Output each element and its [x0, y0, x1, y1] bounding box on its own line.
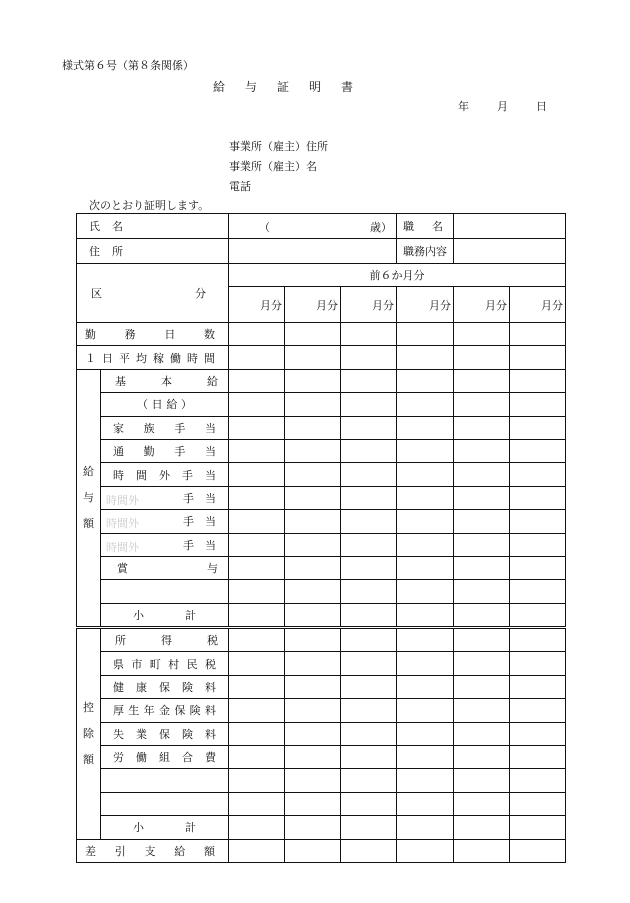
- group-label-char: 除: [83, 726, 94, 740]
- salary-month-2-cell[interactable]: [285, 580, 341, 603]
- salary-month-1-cell[interactable]: [229, 533, 285, 556]
- row-label-char: 平: [119, 351, 130, 365]
- employer-name-label: 事業所（雇主）名: [229, 160, 317, 173]
- salary-month-6-cell[interactable]: [510, 486, 566, 509]
- name-label-char: 氏: [89, 220, 100, 233]
- deduction-month-5-cell[interactable]: [454, 792, 510, 815]
- salary-month-1-cell[interactable]: [229, 463, 285, 486]
- salary-month-6-cell[interactable]: [510, 463, 566, 486]
- net-pay-row-month-2-cell[interactable]: [285, 839, 341, 862]
- row-label-char: 康: [136, 681, 147, 695]
- salary-month-1-cell[interactable]: [229, 393, 285, 416]
- row-label-char: 険: [182, 727, 193, 741]
- row-label-char: 家: [113, 421, 124, 435]
- address-field[interactable]: [229, 239, 397, 264]
- salary-month-3-cell[interactable]: [341, 510, 397, 533]
- row-label-char: 給: [207, 374, 218, 388]
- row-label-char: 手: [174, 421, 186, 435]
- row-label-char: 計: [185, 608, 196, 622]
- deduction-month-3-cell[interactable]: [341, 675, 397, 698]
- date-month-label: 月: [497, 100, 508, 113]
- month-header-4: 月分: [397, 287, 454, 323]
- salary-month-5-cell[interactable]: [454, 393, 510, 416]
- name-field[interactable]: [229, 214, 397, 239]
- row-label-char: 間: [136, 468, 147, 482]
- deduction-month-2-cell[interactable]: [285, 816, 341, 839]
- deduction-group-label: [77, 628, 101, 840]
- deduction-row: [77, 722, 566, 745]
- row-label-char: 支: [144, 844, 156, 858]
- deduction-month-4-cell[interactable]: [397, 628, 454, 652]
- form-number: 様式第６号（第８条関係）: [62, 59, 194, 72]
- group-label-char: 額: [83, 752, 94, 766]
- salary-month-4-cell[interactable]: [397, 439, 454, 462]
- row-label-char: 県: [113, 657, 124, 671]
- row-label-char: 差: [85, 844, 96, 858]
- row-label-char: 通: [113, 445, 124, 459]
- salary-month-1-cell[interactable]: [229, 580, 285, 603]
- deduction-month-4-cell[interactable]: [397, 722, 454, 745]
- name-label-char: 名: [112, 220, 123, 233]
- work-days-row: [77, 323, 566, 346]
- deduction-month-1-cell[interactable]: [229, 675, 285, 698]
- row-label-char: 業: [136, 727, 147, 741]
- work-days-row-month-4-cell[interactable]: [397, 323, 454, 346]
- deduction-month-1-cell[interactable]: [229, 652, 285, 675]
- salary-month-3-cell[interactable]: [341, 486, 397, 509]
- net-pay-row-month-5-cell[interactable]: [454, 839, 510, 862]
- salary-month-2-cell[interactable]: [285, 486, 341, 509]
- row-label-char: 当: [205, 538, 216, 552]
- row-label-char: 当: [204, 445, 216, 459]
- address-label-char: 所: [112, 245, 123, 258]
- row-label-char: 組: [159, 751, 170, 765]
- salary-month-6-cell[interactable]: [510, 603, 566, 627]
- month-header-5: 月分: [454, 287, 510, 323]
- deduction-month-6-cell[interactable]: [510, 769, 566, 792]
- deduction-month-5-cell[interactable]: [454, 675, 510, 698]
- title-char: 証: [276, 80, 289, 94]
- deduction-month-6-cell[interactable]: [510, 722, 566, 745]
- row-label-char: 保: [159, 727, 170, 741]
- job-label-char: 名: [432, 220, 443, 233]
- row-label-char: 当: [205, 515, 216, 529]
- age-paren: （: [259, 221, 270, 234]
- row-label-char: 市: [131, 657, 143, 671]
- category-label-char: 区: [91, 287, 102, 300]
- salary-month-3-cell[interactable]: [341, 556, 397, 579]
- deduction-month-2-cell[interactable]: [285, 699, 341, 722]
- title-char: 書: [340, 80, 353, 94]
- deduction-month-6-cell[interactable]: [510, 792, 566, 815]
- salary-month-1-cell[interactable]: [229, 369, 285, 392]
- deduction-month-5-cell[interactable]: [454, 699, 510, 722]
- salary-row: [77, 556, 566, 579]
- row-label-char: 給: [166, 398, 178, 412]
- net-pay-row-month-6-cell[interactable]: [510, 839, 566, 862]
- salary-certificate-table: [76, 213, 566, 863]
- salary-month-4-cell[interactable]: [397, 416, 454, 439]
- deduction-month-6-cell[interactable]: [510, 675, 566, 698]
- row-label-char: 税: [207, 634, 218, 648]
- category-label-char: 分: [195, 287, 206, 300]
- salary-month-6-cell[interactable]: [510, 369, 566, 392]
- salary-month-3-cell[interactable]: [341, 580, 397, 603]
- prev-six-months-header: 前６か月分: [229, 264, 566, 287]
- salary-month-4-cell[interactable]: [397, 369, 454, 392]
- row-label-char: 料: [204, 704, 216, 718]
- deduction-month-1-cell[interactable]: [229, 816, 285, 839]
- date-day-label: 日: [536, 100, 547, 113]
- row-label-char: 町: [149, 657, 161, 671]
- salary-month-6-cell[interactable]: [510, 416, 566, 439]
- salary-month-5-cell[interactable]: [454, 580, 510, 603]
- salary-month-2-cell[interactable]: [285, 416, 341, 439]
- deduction-month-4-cell[interactable]: [397, 746, 454, 769]
- row-label-char: 賞: [117, 562, 128, 576]
- deduction-month-2-cell[interactable]: [285, 792, 341, 815]
- salary-month-3-cell[interactable]: [341, 439, 397, 462]
- salary-month-2-cell[interactable]: [285, 510, 341, 533]
- row-label-char: 日: [151, 398, 163, 412]
- salary-month-2-cell[interactable]: [285, 463, 341, 486]
- salary-month-4-cell[interactable]: [397, 510, 454, 533]
- deduction-month-2-cell[interactable]: [285, 746, 341, 769]
- month-header-1: 月分: [229, 287, 285, 323]
- title-char: 与: [244, 80, 257, 94]
- row-label-char: 務: [124, 328, 136, 342]
- deduction-month-3-cell[interactable]: [341, 769, 397, 792]
- row-label-char: ）: [180, 398, 192, 412]
- salary-month-4-cell[interactable]: [397, 533, 454, 556]
- daily-hours-row-month-3-cell[interactable]: [341, 346, 397, 369]
- duty-label: 職務内容: [397, 239, 454, 264]
- salary-row: [77, 416, 566, 439]
- deduction-month-2-cell[interactable]: [285, 769, 341, 792]
- deduction-row: [77, 746, 566, 769]
- deduction-month-5-cell[interactable]: [454, 746, 510, 769]
- deduction-month-5-cell[interactable]: [454, 769, 510, 792]
- deduction-month-4-cell[interactable]: [397, 652, 454, 675]
- deduction-month-1-cell[interactable]: [229, 792, 285, 815]
- deduction-row: [77, 769, 566, 792]
- salary-month-3-cell[interactable]: [341, 533, 397, 556]
- row-label-char: 料: [205, 727, 216, 741]
- salary-month-6-cell[interactable]: [510, 393, 566, 416]
- row-label-char: 民: [186, 657, 198, 671]
- salary-row: [77, 439, 566, 462]
- salary-month-3-cell[interactable]: [341, 393, 397, 416]
- salary-month-6-cell[interactable]: [510, 439, 566, 462]
- row-label-char: 当: [204, 421, 216, 435]
- daily-hours-row-month-4-cell[interactable]: [397, 346, 454, 369]
- salary-month-5-cell[interactable]: [454, 603, 510, 627]
- deduction-month-2-cell[interactable]: [285, 722, 341, 745]
- salary-month-2-cell[interactable]: [285, 533, 341, 556]
- work-days-row-month-3-cell[interactable]: [341, 323, 397, 346]
- row-label-char: 厚: [113, 704, 124, 718]
- row-label-char: 引: [114, 844, 126, 858]
- row-label-char: 保: [174, 704, 186, 718]
- deduction-month-1-cell[interactable]: [229, 628, 285, 652]
- deduction-month-5-cell[interactable]: [454, 722, 510, 745]
- row-label-char: 険: [189, 704, 201, 718]
- row-label-char: 手: [183, 491, 194, 505]
- salary-month-1-cell[interactable]: [229, 556, 285, 579]
- deduction-month-4-cell[interactable]: [397, 792, 454, 815]
- salary-month-5-cell[interactable]: [454, 486, 510, 509]
- job-label-char: 職: [403, 220, 414, 233]
- salary-month-5-cell[interactable]: [454, 510, 510, 533]
- row-label-char: 基: [115, 374, 126, 388]
- duty-field[interactable]: [454, 239, 566, 264]
- deduction-month-3-cell[interactable]: [341, 628, 397, 652]
- daily-hours-row: [77, 346, 566, 369]
- deduction-month-6-cell[interactable]: [510, 628, 566, 652]
- row-label-char: 計: [185, 821, 196, 835]
- salary-row: [77, 580, 566, 603]
- row-label-char: 日: [164, 328, 176, 342]
- overtime-placeholder: 時間外: [106, 517, 139, 531]
- row-label-char: 当: [205, 468, 216, 482]
- deduction-row: [77, 792, 566, 815]
- deduction-month-6-cell[interactable]: [510, 746, 566, 769]
- row-label-char: 手: [183, 538, 194, 552]
- salary-month-3-cell[interactable]: [341, 416, 397, 439]
- salary-row: [77, 533, 566, 556]
- deduction-month-6-cell[interactable]: [510, 652, 566, 675]
- salary-row: [77, 603, 566, 627]
- deduction-month-6-cell[interactable]: [510, 699, 566, 722]
- row-label-char: 働: [136, 751, 147, 765]
- row-label-char: 当: [205, 491, 216, 505]
- month-header-6: 月分: [510, 287, 566, 323]
- salary-row: [77, 369, 566, 392]
- row-label-char: 日: [102, 351, 113, 365]
- salary-month-6-cell[interactable]: [510, 556, 566, 579]
- deduction-month-1-cell[interactable]: [229, 769, 285, 792]
- row-label-char: 保: [159, 681, 170, 695]
- salary-month-3-cell[interactable]: [341, 369, 397, 392]
- period-header-row: [77, 264, 566, 287]
- salary-month-2-cell[interactable]: [285, 603, 341, 627]
- deduction-month-5-cell[interactable]: [454, 628, 510, 652]
- row-label-char: 勤: [143, 445, 155, 459]
- salary-group-label: [77, 369, 101, 627]
- row-label-char: 手: [182, 468, 193, 482]
- group-label-char: 給: [83, 464, 94, 478]
- work-days-row-month-1-cell[interactable]: [229, 323, 285, 346]
- salary-month-1-cell[interactable]: [229, 486, 285, 509]
- deduction-row: [77, 816, 566, 839]
- salary-month-1-cell[interactable]: [229, 510, 285, 533]
- row-label-char: （: [137, 398, 148, 412]
- deduction-month-3-cell[interactable]: [341, 816, 397, 839]
- phone-label: 電話: [229, 180, 251, 193]
- row-label-char: 時: [187, 351, 198, 365]
- salary-month-2-cell[interactable]: [285, 439, 341, 462]
- salary-month-5-cell[interactable]: [454, 369, 510, 392]
- salary-row: [77, 463, 566, 486]
- row-label-char: 失: [113, 727, 124, 741]
- net-pay-row-month-1-cell[interactable]: [229, 839, 285, 862]
- salary-month-5-cell[interactable]: [454, 533, 510, 556]
- row-label-char: 小: [133, 608, 144, 622]
- deduction-month-4-cell[interactable]: [397, 816, 454, 839]
- deduction-row: [77, 652, 566, 675]
- salary-month-1-cell[interactable]: [229, 439, 285, 462]
- salary-row: [77, 486, 566, 509]
- row-label-char: 所: [115, 634, 126, 648]
- row-label-char: 年: [143, 704, 155, 718]
- row-label-char: 本: [161, 374, 172, 388]
- certify-statement: 次のとおり証明します。: [89, 199, 210, 212]
- deduction-month-2-cell[interactable]: [285, 652, 341, 675]
- deduction-month-3-cell[interactable]: [341, 722, 397, 745]
- row-label-char: 稼: [153, 351, 164, 365]
- salary-month-1-cell[interactable]: [229, 416, 285, 439]
- deduction-row: [77, 675, 566, 698]
- salary-month-5-cell[interactable]: [454, 463, 510, 486]
- salary-month-4-cell[interactable]: [397, 486, 454, 509]
- deduction-month-5-cell[interactable]: [454, 652, 510, 675]
- overtime-placeholder: 時間外: [106, 540, 139, 554]
- title-char: 明: [308, 80, 321, 94]
- address-label-char: 住: [89, 245, 100, 258]
- row-label-char: 族: [143, 421, 155, 435]
- salary-month-4-cell[interactable]: [397, 556, 454, 579]
- salary-month-6-cell[interactable]: [510, 510, 566, 533]
- age-label: 歳）: [370, 221, 392, 234]
- salary-month-3-cell[interactable]: [341, 603, 397, 627]
- salary-month-3-cell[interactable]: [341, 463, 397, 486]
- row-label-char: 費: [205, 751, 216, 765]
- group-label-char: 与: [83, 490, 94, 504]
- deduction-month-6-cell[interactable]: [510, 816, 566, 839]
- deduction-month-2-cell[interactable]: [285, 628, 341, 652]
- deduction-month-5-cell[interactable]: [454, 816, 510, 839]
- row-label-char: 勤: [85, 328, 96, 342]
- daily-hours-row-month-6-cell[interactable]: [510, 346, 566, 369]
- document-title: [213, 78, 353, 95]
- salary-month-4-cell[interactable]: [397, 393, 454, 416]
- salary-month-4-cell[interactable]: [397, 463, 454, 486]
- deduction-month-4-cell[interactable]: [397, 699, 454, 722]
- row-label-char: 均: [136, 351, 147, 365]
- row-label-char: 険: [182, 681, 193, 695]
- salary-month-5-cell[interactable]: [454, 556, 510, 579]
- deduction-month-1-cell[interactable]: [229, 699, 285, 722]
- salary-month-2-cell[interactable]: [285, 393, 341, 416]
- daily-hours-row-month-1-cell[interactable]: [229, 346, 285, 369]
- group-label-char: 控: [83, 700, 94, 714]
- row-label-char: 得: [161, 634, 172, 648]
- row-label-char: 手: [174, 445, 186, 459]
- title-char: 給: [213, 80, 226, 94]
- salary-month-2-cell[interactable]: [285, 556, 341, 579]
- deduction-month-3-cell[interactable]: [341, 746, 397, 769]
- net-pay-row-month-4-cell[interactable]: [397, 839, 454, 862]
- row-label-char: １: [85, 351, 96, 365]
- salary-row: [77, 393, 566, 416]
- row-label-char: 料: [205, 681, 216, 695]
- job-title-field[interactable]: [454, 214, 566, 239]
- month-header-2: 月分: [285, 287, 341, 323]
- salary-month-4-cell[interactable]: [397, 580, 454, 603]
- row-label-char: 時: [113, 468, 124, 482]
- row-label-char: 手: [183, 515, 194, 529]
- row-label-char: 与: [207, 562, 218, 576]
- net-pay-row: [77, 839, 566, 862]
- month-header-3: 月分: [341, 287, 397, 323]
- row-label-char: 給: [174, 844, 186, 858]
- deduction-month-3-cell[interactable]: [341, 699, 397, 722]
- salary-month-5-cell[interactable]: [454, 416, 510, 439]
- salary-month-4-cell[interactable]: [397, 603, 454, 627]
- deduction-month-4-cell[interactable]: [397, 675, 454, 698]
- work-days-row-month-5-cell[interactable]: [454, 323, 510, 346]
- deduction-month-3-cell[interactable]: [341, 652, 397, 675]
- row-label-char: 合: [182, 751, 193, 765]
- deduction-month-3-cell[interactable]: [341, 792, 397, 815]
- group-label-char: 額: [83, 516, 94, 530]
- work-days-row-month-2-cell[interactable]: [285, 323, 341, 346]
- deduction-row: [77, 699, 566, 722]
- row-label-char: 健: [113, 681, 124, 695]
- row-label-char: 村: [168, 657, 180, 671]
- row-label-char: 外: [159, 468, 170, 482]
- net-pay-row-month-3-cell[interactable]: [341, 839, 397, 862]
- deduction-month-1-cell[interactable]: [229, 746, 285, 769]
- row-label-char: 小: [133, 821, 144, 835]
- row-label-char: 金: [158, 704, 170, 718]
- row-label-char: 間: [204, 351, 215, 365]
- daily-hours-row-month-5-cell[interactable]: [454, 346, 510, 369]
- salary-month-6-cell[interactable]: [510, 533, 566, 556]
- salary-month-1-cell[interactable]: [229, 603, 285, 627]
- deduction-row: [77, 628, 566, 652]
- row-label-char: 働: [170, 351, 181, 365]
- row-label-char: 生: [128, 704, 140, 718]
- name-row: [77, 214, 566, 239]
- deduction-month-2-cell[interactable]: [285, 675, 341, 698]
- address-row: [77, 239, 566, 264]
- salary-month-2-cell[interactable]: [285, 369, 341, 392]
- salary-month-5-cell[interactable]: [454, 439, 510, 462]
- daily-hours-row-month-2-cell[interactable]: [285, 346, 341, 369]
- salary-month-6-cell[interactable]: [510, 580, 566, 603]
- row-label-char: 税: [204, 657, 216, 671]
- deduction-month-1-cell[interactable]: [229, 722, 285, 745]
- overtime-placeholder: 時間外: [106, 493, 139, 507]
- date-year-label: 年: [458, 100, 469, 113]
- deduction-month-4-cell[interactable]: [397, 769, 454, 792]
- employer-address-label: 事業所（雇主）住所: [229, 140, 328, 153]
- row-label-char: 額: [204, 844, 215, 858]
- work-days-row-month-6-cell[interactable]: [510, 323, 566, 346]
- salary-row: [77, 510, 566, 533]
- row-label-char: 労: [113, 751, 124, 765]
- row-label-char: 数: [203, 328, 215, 342]
